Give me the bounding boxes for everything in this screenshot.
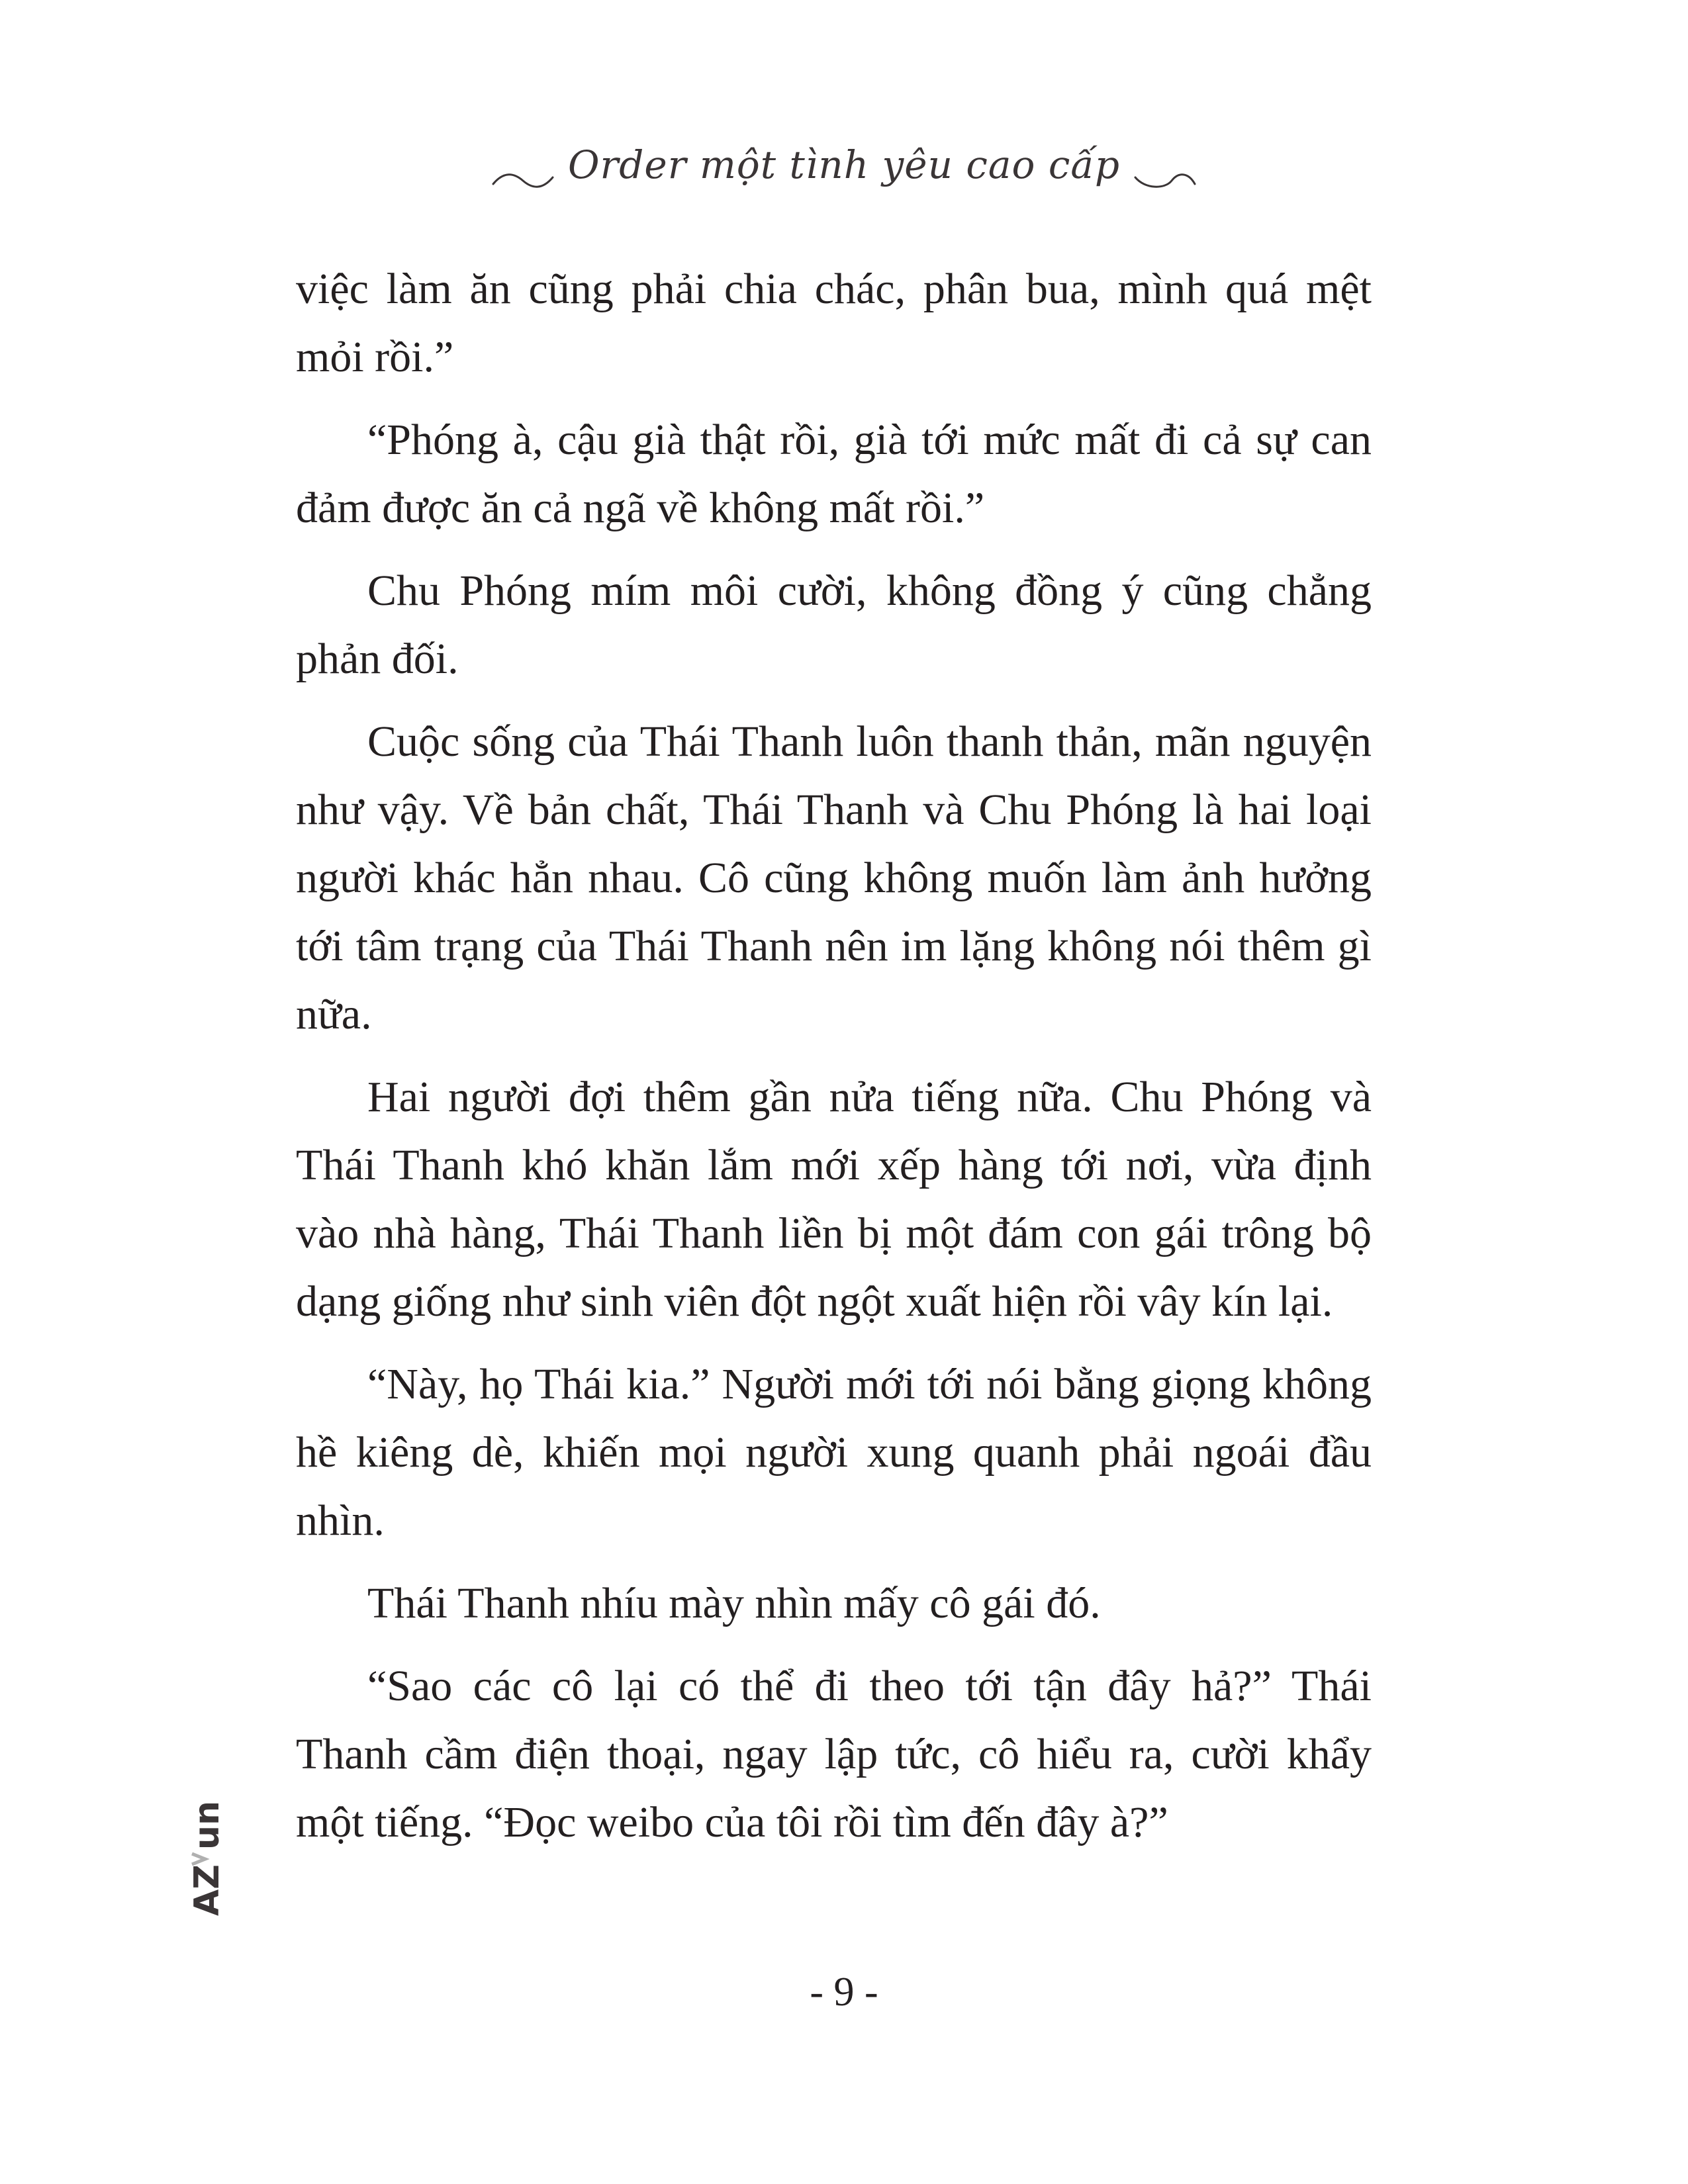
paragraph: Cuộc sống của Thái Thanh luôn thanh thản, mãn nguyện như vậy. Về bản chất, Thái Thanh và Chu Phóng là hai loại người khác hẳn nhau. Cô cũng không muốn làm ảnh hưởng tới tâm trạng của Thái Thanh nên im lặng không nói thêm gì nữa. xyxy=(296,717,1372,1038)
paragraph: Hai người đợi thêm gần nửa tiếng nữa. Chu Phóng và Thái Thanh khó khăn lắm mới xếp hàng tới nơi, vừa định vào nhà hàng, Thái Thanh liền bị một đám con gái trông bộ dạng giống như sinh viên đột ngột xuất hiện rồi vây kín lại. xyxy=(296,1073,1372,1326)
publisher-logo-icon xyxy=(182,1787,228,1919)
paragraph: “Sao các cô lại có thể đi theo tới tận đây hả?” Thái Thanh cầm điện thoại, ngay lập tức, cô hiểu ra, cười khẩy một tiếng. “Đọc weibo của tôi rồi tìm đến đây à?” xyxy=(296,1662,1372,1846)
book-title: Order một tình yêu cao cấp xyxy=(567,142,1120,187)
right-flourish-icon xyxy=(1132,155,1198,175)
left-flourish-icon xyxy=(490,155,556,175)
body-text xyxy=(296,255,1372,1871)
paragraph: việc làm ăn cũng phải chia chác, phân bua, mình quá mệt mỏi rồi.” xyxy=(296,265,1372,381)
svg-text:AZ: AZ xyxy=(187,1864,227,1916)
paragraph: Thái Thanh nhíu mày nhìn mấy cô gái đó. xyxy=(367,1579,1101,1627)
page-number: - 9 - xyxy=(810,1970,878,2015)
running-header xyxy=(0,142,1688,187)
paragraph: “Này, họ Thái kia.” Người mới tới nói bằng giọng không hề kiêng dè, khiến mọi người xung quanh phải ngoái đầu nhìn. xyxy=(296,1360,1372,1545)
svg-text:un: un xyxy=(187,1800,227,1850)
paragraph: Chu Phóng mím môi cười, không đồng ý cũng chẳng phản đối. xyxy=(296,567,1372,683)
paragraph: “Phóng à, cậu già thật rồi, già tới mức mất đi cả sự can đảm được ăn cả ngã về không mất rồi.” xyxy=(296,416,1372,532)
